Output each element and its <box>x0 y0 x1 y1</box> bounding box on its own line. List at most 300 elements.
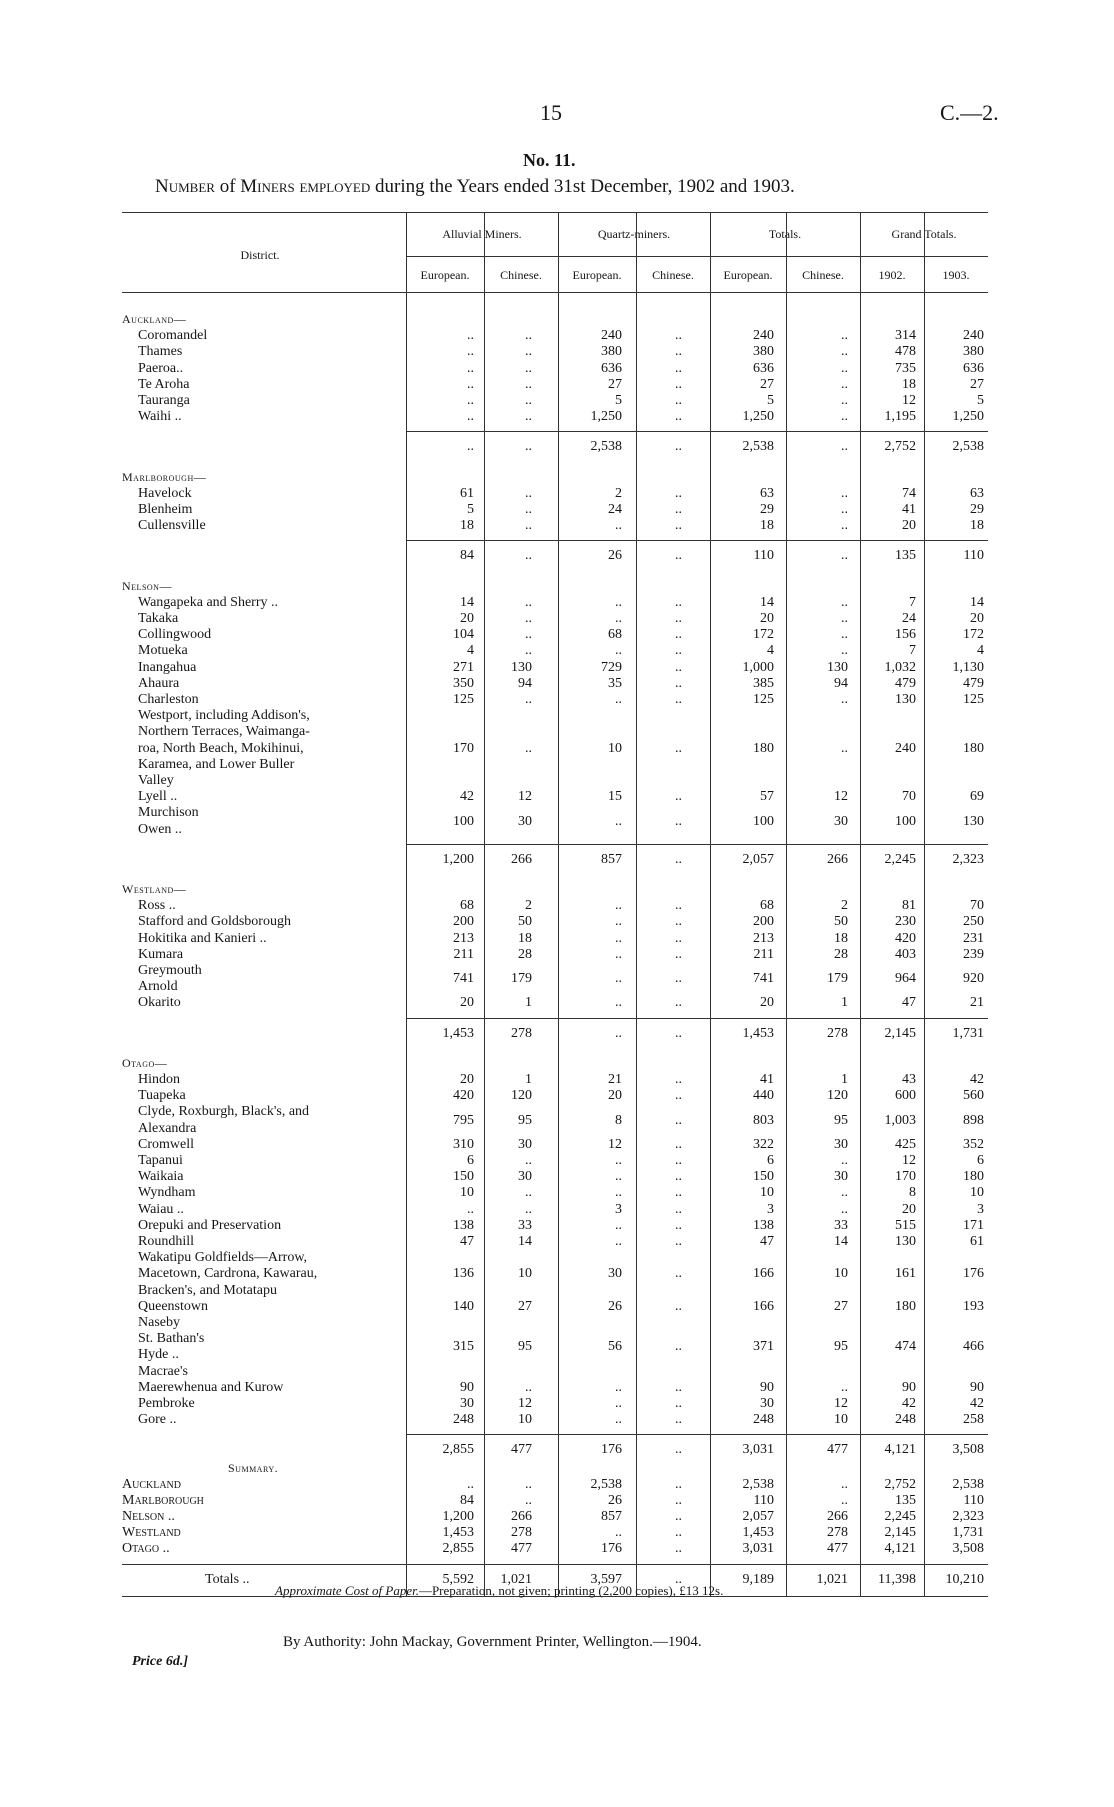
district-label-otago-10: Roundhill <box>138 1234 195 1249</box>
row-auckland-2-cell-1: .. <box>467 344 474 360</box>
row-otago-8-cell-2: .. <box>525 1201 532 1217</box>
subtotal-nelson-cell-3: 857 <box>601 851 622 867</box>
row-otago-5-cell-1: 6 <box>467 1153 474 1168</box>
row-otago-10-cell-1: 47 <box>460 1234 474 1249</box>
district-label-auckland-2: Thames <box>138 344 183 360</box>
district-label-nelson-8: Northern Terraces, Waimanga- <box>138 724 310 740</box>
row-otago-2-cell-3: 20 <box>608 1088 622 1104</box>
document-reference: C.—2. <box>940 100 999 125</box>
row-otago-2-cell-5: 440 <box>753 1088 774 1104</box>
row-nelson-6-cell-4: .. <box>675 675 682 691</box>
district-label-auckland-5: Tauranga <box>138 393 190 408</box>
row-otago-9-cell-8: 171 <box>963 1217 984 1233</box>
summary-row-1-cell-1: .. <box>467 1476 474 1492</box>
district-label-otago-4: Cromwell <box>138 1136 194 1152</box>
district-label-nelson-9: Lyell .. <box>138 789 178 805</box>
summary-row-2-cell-2: .. <box>525 1492 532 1508</box>
row-otago-13-cell-3: 56 <box>608 1339 622 1355</box>
row-otago-1-cell-7: 43 <box>902 1072 916 1087</box>
row-westland-1-cell-5: 68 <box>760 898 774 914</box>
district-label-auckland-4: Te Aroha <box>138 376 190 392</box>
row-otago-5-cell-6: .. <box>841 1153 848 1168</box>
subtotal-marlborough-cell-4: .. <box>675 548 682 564</box>
row-nelson-10-cell-7: 100 <box>895 813 916 829</box>
header-1902: 1902. <box>878 268 906 282</box>
column-rule-6 <box>786 212 787 1596</box>
row-otago-7-cell-7: 8 <box>909 1185 916 1201</box>
row-otago-6-cell-3: .. <box>615 1169 622 1185</box>
row-auckland-3-cell-8: 636 <box>963 360 984 376</box>
district-label-otago-12: Queenstown <box>138 1298 208 1314</box>
row-otago-2-cell-8: 560 <box>963 1088 984 1104</box>
row-nelson-5-cell-6: 130 <box>827 659 848 675</box>
row-otago-4-cell-4: .. <box>675 1136 682 1152</box>
row-marlborough-3-cell-3: .. <box>615 518 622 534</box>
row-auckland-1-cell-1: .. <box>467 328 474 344</box>
district-label-otago-13: St. Bathan's <box>138 1331 205 1347</box>
row-auckland-5-cell-6: .. <box>841 393 848 408</box>
row-otago-15-cell-5: 30 <box>760 1396 774 1411</box>
district-label-marlborough-3: Cullensville <box>138 518 206 534</box>
column-rule-8 <box>924 212 925 1596</box>
district-label-otago-11: Wakatipu Goldfields—Arrow, <box>138 1250 308 1266</box>
row-otago-6-cell-1: 150 <box>453 1169 474 1185</box>
summary-row-1-cell-5: 2,538 <box>742 1476 774 1492</box>
subtotal-nelson-cell-2: 266 <box>511 851 532 867</box>
row-nelson-4-cell-3: .. <box>615 643 622 659</box>
row-westland-2-cell-6: 50 <box>834 914 848 930</box>
row-nelson-4-cell-4: .. <box>675 643 682 659</box>
group-heading-westland: Westland— <box>122 882 187 896</box>
row-otago-14-cell-4: .. <box>675 1379 682 1395</box>
row-otago-11-cell-1: 136 <box>453 1266 474 1282</box>
summary-row-5-cell-8: 3,508 <box>952 1541 984 1557</box>
header-alluvial-chinese: Chinese. <box>500 268 542 282</box>
district-label-auckland-3: Paeroa.. <box>138 360 184 376</box>
totals-top-rule <box>122 1564 988 1565</box>
row-otago-12-cell-7: 180 <box>895 1298 916 1314</box>
row-nelson-3-cell-8: 172 <box>963 627 984 643</box>
row-otago-2-cell-1: 420 <box>453 1088 474 1104</box>
row-westland-1-cell-1: 68 <box>460 898 474 914</box>
row-auckland-2-cell-2: .. <box>525 344 532 360</box>
subtotal-nelson-cell-8: 2,323 <box>952 851 984 867</box>
row-otago-3-cell-1: 795 <box>453 1112 474 1128</box>
row-otago-7-cell-4: .. <box>675 1185 682 1201</box>
subtotal-auckland-cell-4: .. <box>675 439 682 455</box>
row-nelson-10-cell-5: 100 <box>753 813 774 829</box>
row-marlborough-3-cell-6: .. <box>841 518 848 534</box>
row-otago-9-cell-1: 138 <box>453 1217 474 1233</box>
row-nelson-6-cell-3: 35 <box>608 675 622 691</box>
row-westland-5-cell-4: .. <box>675 971 682 987</box>
grand-totals-label: Totals .. <box>205 1571 250 1587</box>
row-nelson-2-cell-1: 20 <box>460 611 474 626</box>
district-label-westland-5: Arnold <box>138 979 178 995</box>
summary-row-1-cell-3: 2,538 <box>590 1476 622 1492</box>
row-auckland-3-cell-7: 735 <box>895 360 916 376</box>
subtotal-westland-cell-3: .. <box>615 1025 622 1041</box>
column-rule-2 <box>484 212 485 1596</box>
subtotal-marlborough-cell-6: .. <box>841 548 848 564</box>
row-marlborough-1-cell-2: .. <box>525 485 532 501</box>
title-rest: during the Years ended 31st December, 1902 and 1903. <box>375 176 795 197</box>
row-otago-7-cell-5: 10 <box>760 1185 774 1201</box>
subtotal-westland-cell-4: .. <box>675 1025 682 1041</box>
row-marlborough-1-cell-1: 61 <box>460 485 474 501</box>
row-westland-3-cell-7: 420 <box>895 930 916 946</box>
subtotal-marlborough-cell-5: 110 <box>753 548 774 564</box>
row-westland-6-cell-7: 47 <box>902 995 916 1011</box>
row-otago-6-cell-4: .. <box>675 1169 682 1185</box>
row-otago-1-cell-4: .. <box>675 1072 682 1087</box>
row-nelson-6-cell-8: 479 <box>963 675 984 691</box>
row-nelson-2-cell-7: 24 <box>902 611 916 626</box>
district-label-otago-13: Macrae's <box>138 1363 188 1379</box>
district-label-marlborough-1: Havelock <box>138 485 192 501</box>
row-otago-14-cell-3: .. <box>615 1379 622 1395</box>
row-otago-7-cell-1: 10 <box>460 1185 474 1201</box>
summary-row-5-cell-4: .. <box>675 1541 682 1557</box>
row-nelson-2-cell-8: 20 <box>970 611 984 626</box>
row-nelson-4-cell-5: 4 <box>767 643 774 659</box>
column-rule-5 <box>710 212 711 1596</box>
row-marlborough-1-cell-5: 63 <box>760 485 774 501</box>
row-otago-10-cell-2: 14 <box>518 1234 532 1249</box>
row-marlborough-2-cell-7: 41 <box>902 502 916 517</box>
row-westland-5-cell-8: 920 <box>963 971 984 987</box>
district-label-otago-16: Gore .. <box>138 1412 177 1428</box>
row-westland-3-cell-5: 213 <box>753 930 774 946</box>
row-otago-13-cell-2: 95 <box>518 1339 532 1355</box>
row-otago-6-cell-8: 180 <box>963 1169 984 1185</box>
row-otago-12-cell-3: 26 <box>608 1298 622 1314</box>
row-otago-12-cell-2: 27 <box>518 1298 532 1314</box>
row-marlborough-3-cell-4: .. <box>675 518 682 534</box>
row-otago-3-cell-6: 95 <box>834 1112 848 1128</box>
row-auckland-1-cell-2: .. <box>525 328 532 344</box>
row-otago-10-cell-4: .. <box>675 1234 682 1249</box>
row-otago-10-cell-6: 14 <box>834 1234 848 1249</box>
row-otago-14-cell-7: 90 <box>902 1379 916 1395</box>
subtotal-auckland-cell-8: 2,538 <box>952 439 984 455</box>
row-auckland-4-cell-5: 27 <box>760 376 774 392</box>
row-westland-4-cell-8: 239 <box>963 946 984 962</box>
district-label-otago-1: Hindon <box>138 1072 180 1087</box>
row-otago-9-cell-4: .. <box>675 1217 682 1233</box>
row-otago-8-cell-1: .. <box>467 1201 474 1217</box>
subtotal-nelson-cell-4: .. <box>675 851 682 867</box>
subtotal-westland-cell-7: 2,145 <box>884 1025 916 1041</box>
district-label-marlborough-2: Blenheim <box>138 502 193 517</box>
row-auckland-3-cell-2: .. <box>525 360 532 376</box>
row-nelson-2-cell-2: .. <box>525 611 532 626</box>
cost-note <box>275 1583 723 1599</box>
row-auckland-6-cell-1: .. <box>467 409 474 425</box>
summary-row-5-cell-7: 4,121 <box>884 1541 916 1557</box>
subtotal-otago-cell-5: 3,031 <box>742 1442 774 1458</box>
row-westland-6-cell-3: .. <box>615 995 622 1011</box>
subtotal-marlborough-cell-1: 84 <box>460 548 474 564</box>
row-nelson-8-cell-7: 240 <box>895 740 916 756</box>
row-westland-2-cell-8: 250 <box>963 914 984 930</box>
header-totals-chinese: Chinese. <box>802 268 844 282</box>
row-westland-4-cell-2: 28 <box>518 946 532 962</box>
row-otago-13-cell-4: .. <box>675 1339 682 1355</box>
row-otago-15-cell-8: 42 <box>970 1396 984 1411</box>
summary-row-4-cell-5: 1,453 <box>742 1525 774 1541</box>
row-westland-5-cell-3: .. <box>615 971 622 987</box>
row-westland-5-cell-2: 179 <box>511 971 532 987</box>
summary-row-4-cell-2: 278 <box>511 1525 532 1541</box>
summary-heading: Summary. <box>228 1460 279 1475</box>
row-otago-11-cell-2: 10 <box>518 1266 532 1282</box>
row-otago-16-cell-6: 10 <box>834 1412 848 1428</box>
row-nelson-6-cell-6: 94 <box>834 675 848 691</box>
row-otago-6-cell-6: 30 <box>834 1169 848 1185</box>
row-nelson-3-cell-4: .. <box>675 627 682 643</box>
row-otago-6-cell-7: 170 <box>895 1169 916 1185</box>
row-nelson-10-cell-6: 30 <box>834 813 848 829</box>
row-westland-1-cell-3: .. <box>615 898 622 914</box>
row-nelson-6-cell-1: 350 <box>453 675 474 691</box>
row-otago-7-cell-8: 10 <box>970 1185 984 1201</box>
row-marlborough-1-cell-7: 74 <box>902 485 916 501</box>
row-otago-8-cell-7: 20 <box>902 1201 916 1217</box>
row-westland-2-cell-4: .. <box>675 914 682 930</box>
row-nelson-7-cell-1: 125 <box>453 692 474 707</box>
row-westland-4-cell-1: 211 <box>453 946 474 962</box>
row-westland-3-cell-3: .. <box>615 930 622 946</box>
row-otago-11-cell-4: .. <box>675 1266 682 1282</box>
district-label-nelson-8: roa, North Beach, Mokihinui, <box>138 740 304 756</box>
row-auckland-4-cell-6: .. <box>841 376 848 392</box>
header-quartz-chinese: Chinese. <box>652 268 694 282</box>
district-label-otago-6: Waikaia <box>138 1169 184 1185</box>
title-words-miners: Miners employed <box>240 176 371 197</box>
district-label-nelson-3: Collingwood <box>138 627 212 643</box>
row-nelson-7-cell-2: .. <box>525 692 532 707</box>
cost-label: Approximate Cost of Paper. <box>275 1583 419 1598</box>
row-otago-14-cell-1: 90 <box>460 1379 474 1395</box>
table-number: No. 11. <box>523 150 576 170</box>
header-totals: Totals. <box>768 227 802 241</box>
row-otago-3-cell-5: 803 <box>753 1112 774 1128</box>
district-label-westland-5: Greymouth <box>138 963 202 978</box>
row-westland-1-cell-4: .. <box>675 898 682 914</box>
row-westland-6-cell-1: 20 <box>460 995 474 1011</box>
subtotal-westland-cell-1: 1,453 <box>442 1025 474 1041</box>
title-word-of: of <box>219 176 236 197</box>
row-nelson-10-cell-8: 130 <box>963 813 984 829</box>
header-bottom-rule <box>122 292 988 293</box>
row-westland-2-cell-2: 50 <box>518 914 532 930</box>
row-auckland-1-cell-8: 240 <box>963 328 984 344</box>
row-otago-3-cell-2: 95 <box>518 1112 532 1128</box>
row-otago-15-cell-4: .. <box>675 1396 682 1411</box>
header-totals-european: European. <box>723 268 773 282</box>
subtotal-westland-cell-5: 1,453 <box>742 1025 774 1041</box>
row-nelson-9-cell-5: 57 <box>760 789 774 805</box>
district-label-otago-2: Tuapeka <box>138 1088 186 1104</box>
row-nelson-8-cell-6: .. <box>841 740 848 756</box>
row-marlborough-2-cell-5: 29 <box>760 502 774 517</box>
summary-row-1-cell-8: 2,538 <box>952 1476 984 1492</box>
row-westland-6-cell-6: 1 <box>841 995 848 1011</box>
row-otago-16-cell-7: 248 <box>895 1412 916 1428</box>
row-auckland-2-cell-6: .. <box>841 344 848 360</box>
subtotal-rule-otago <box>406 1434 988 1435</box>
district-label-nelson-2: Takaka <box>138 611 179 626</box>
subtotal-marlborough-cell-7: 135 <box>895 548 916 564</box>
row-otago-13-cell-6: 95 <box>834 1339 848 1355</box>
row-otago-1-cell-6: 1 <box>841 1072 848 1087</box>
row-otago-5-cell-7: 12 <box>902 1153 916 1168</box>
row-westland-6-cell-5: 20 <box>760 995 774 1011</box>
summary-row-2-cell-3: 26 <box>608 1492 622 1508</box>
row-otago-1-cell-3: 21 <box>608 1072 622 1087</box>
row-nelson-10-cell-4: .. <box>675 813 682 829</box>
row-nelson-7-cell-8: 125 <box>963 692 984 707</box>
row-otago-12-cell-1: 140 <box>453 1298 474 1314</box>
row-nelson-8-cell-8: 180 <box>963 740 984 756</box>
row-marlborough-2-cell-4: .. <box>675 502 682 517</box>
district-label-nelson-7: Charleston <box>138 692 199 707</box>
row-nelson-1-cell-4: .. <box>675 594 682 610</box>
row-nelson-5-cell-2: 130 <box>511 659 532 675</box>
row-nelson-1-cell-2: .. <box>525 594 532 610</box>
row-otago-14-cell-5: 90 <box>760 1379 774 1395</box>
row-otago-10-cell-8: 61 <box>970 1234 984 1249</box>
row-nelson-3-cell-3: 68 <box>608 627 622 643</box>
row-otago-15-cell-6: 12 <box>834 1396 848 1411</box>
district-label-otago-9: Orepuki and Preservation <box>138 1217 282 1233</box>
row-auckland-6-cell-6: .. <box>841 409 848 425</box>
row-nelson-4-cell-7: 7 <box>909 643 916 659</box>
row-auckland-2-cell-8: 380 <box>963 344 984 360</box>
row-auckland-3-cell-6: .. <box>841 360 848 376</box>
column-rule-1 <box>406 212 407 1596</box>
district-label-otago-13: Naseby <box>138 1315 180 1330</box>
row-auckland-5-cell-1: .. <box>467 393 474 408</box>
summary-row-3-cell-1: 1,200 <box>442 1509 474 1524</box>
district-label-westland-2: Stafford and Goldsborough <box>138 914 291 930</box>
summary-row-5-cell-3: 176 <box>601 1541 622 1557</box>
district-label-nelson-6: Ahaura <box>138 675 180 691</box>
header-1903: 1903. <box>942 268 970 282</box>
row-auckland-1-cell-4: .. <box>675 328 682 344</box>
row-otago-7-cell-3: .. <box>615 1185 622 1201</box>
row-otago-16-cell-1: 248 <box>453 1412 474 1428</box>
row-westland-6-cell-4: .. <box>675 995 682 1011</box>
row-nelson-3-cell-2: .. <box>525 627 532 643</box>
grand-totals-cell-2: 1,021 <box>500 1571 532 1587</box>
row-auckland-6-cell-4: .. <box>675 409 682 425</box>
row-otago-11-cell-3: 30 <box>608 1266 622 1282</box>
row-nelson-7-cell-5: 125 <box>753 692 774 707</box>
row-nelson-5-cell-8: 1,130 <box>952 659 984 675</box>
row-marlborough-1-cell-8: 63 <box>970 485 984 501</box>
header-mid-rule <box>406 256 988 257</box>
row-marlborough-3-cell-2: .. <box>525 518 532 534</box>
row-westland-2-cell-3: .. <box>615 914 622 930</box>
summary-label-1: Auckland <box>122 1476 181 1492</box>
district-label-nelson-10: Murchison <box>138 805 199 821</box>
grand-totals-cell-4: .. <box>675 1571 682 1587</box>
row-westland-3-cell-1: 213 <box>453 930 474 946</box>
row-otago-11-cell-6: 10 <box>834 1266 848 1282</box>
row-otago-16-cell-8: 258 <box>963 1412 984 1428</box>
row-otago-6-cell-5: 150 <box>753 1169 774 1185</box>
district-label-otago-11: Macetown, Cardrona, Kawarau, <box>138 1266 318 1282</box>
row-nelson-9-cell-2: 12 <box>518 789 532 805</box>
row-auckland-6-cell-5: 1,250 <box>742 409 774 425</box>
row-nelson-9-cell-8: 69 <box>970 789 984 805</box>
row-auckland-1-cell-5: 240 <box>753 328 774 344</box>
row-otago-1-cell-5: 41 <box>760 1072 774 1087</box>
header-grand-totals: Grand Totals. <box>891 227 957 241</box>
row-nelson-9-cell-6: 12 <box>834 789 848 805</box>
summary-row-3-cell-3: 857 <box>601 1509 622 1524</box>
row-nelson-1-cell-1: 14 <box>460 594 474 610</box>
row-nelson-9-cell-1: 42 <box>460 789 474 805</box>
row-otago-16-cell-3: .. <box>615 1412 622 1428</box>
district-label-nelson-10: Owen .. <box>138 821 182 837</box>
grand-totals-cell-7: 11,398 <box>878 1571 916 1587</box>
row-otago-8-cell-5: 3 <box>767 1201 774 1217</box>
summary-row-3-cell-8: 2,323 <box>952 1509 984 1524</box>
row-auckland-2-cell-7: 478 <box>895 344 916 360</box>
row-otago-5-cell-4: .. <box>675 1153 682 1168</box>
row-otago-14-cell-8: 90 <box>970 1379 984 1395</box>
subtotal-nelson-cell-1: 1,200 <box>442 851 474 867</box>
district-label-otago-3: Clyde, Roxburgh, Black's, and <box>138 1104 310 1120</box>
summary-row-2-cell-4: .. <box>675 1492 682 1508</box>
subtotal-otago-cell-6: 477 <box>827 1442 848 1458</box>
row-otago-16-cell-2: 10 <box>518 1412 532 1428</box>
row-westland-5-cell-7: 964 <box>895 971 916 987</box>
summary-row-1-cell-7: 2,752 <box>884 1476 916 1492</box>
row-nelson-8-cell-2: .. <box>525 740 532 756</box>
subtotal-auckland-cell-2: .. <box>525 439 532 455</box>
row-otago-8-cell-6: .. <box>841 1201 848 1217</box>
subtotal-rule-nelson <box>406 844 988 845</box>
row-marlborough-2-cell-1: 5 <box>467 502 474 517</box>
subtotal-otago-cell-4: .. <box>675 1442 682 1458</box>
authority-line: By Authority: John Mackay, Government Printer, Wellington.—1904. <box>283 1634 702 1650</box>
row-westland-5-cell-6: 179 <box>827 971 848 987</box>
row-nelson-7-cell-6: .. <box>841 692 848 707</box>
row-westland-6-cell-8: 21 <box>970 995 984 1011</box>
row-otago-11-cell-5: 166 <box>753 1266 774 1282</box>
row-nelson-7-cell-3: .. <box>615 692 622 707</box>
row-marlborough-2-cell-8: 29 <box>970 502 984 517</box>
row-otago-5-cell-8: 6 <box>977 1153 984 1168</box>
row-otago-7-cell-2: .. <box>525 1185 532 1201</box>
row-nelson-1-cell-3: .. <box>615 594 622 610</box>
row-auckland-2-cell-5: 380 <box>753 344 774 360</box>
page-number: 15 <box>540 100 562 125</box>
row-nelson-2-cell-6: .. <box>841 611 848 626</box>
summary-row-3-cell-6: 266 <box>827 1509 848 1524</box>
row-otago-10-cell-3: .. <box>615 1234 622 1249</box>
district-label-westland-3: Hokitika and Kanieri .. <box>138 930 267 946</box>
subtotal-otago-cell-8: 3,508 <box>952 1442 984 1458</box>
subtotal-auckland-cell-3: 2,538 <box>590 439 622 455</box>
subtotal-marlborough-cell-3: 26 <box>608 548 622 564</box>
subtotal-nelson-cell-6: 266 <box>827 851 848 867</box>
row-otago-15-cell-1: 30 <box>460 1396 474 1411</box>
